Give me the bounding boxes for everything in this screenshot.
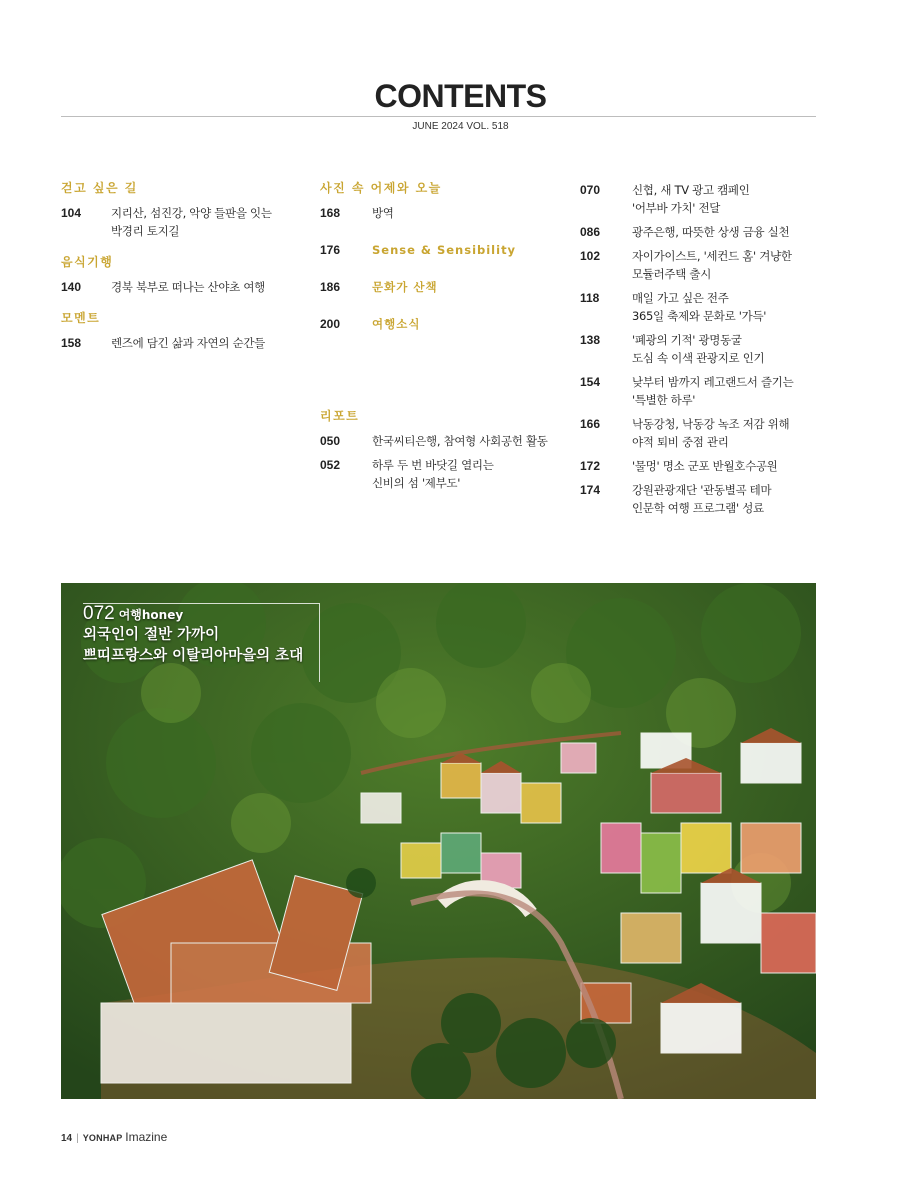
toc-entry[interactable] [580, 481, 820, 517]
brand-logo-text: YONHAP [82, 1133, 123, 1143]
entry-title: Sense & Sensibility [372, 243, 517, 257]
section-heading: 모멘트 [61, 311, 101, 325]
entry-title: 여행소식 [372, 317, 421, 331]
section-heading: 걷고 싶은 길 [61, 181, 138, 195]
entry-page: 102 [580, 249, 601, 263]
toc-entry[interactable] [320, 432, 565, 450]
toc-entry[interactable] [580, 223, 820, 241]
entry-title: 광주은행, 따뜻한 상생 금융 실천 [632, 225, 790, 239]
toc-entry[interactable] [580, 415, 820, 451]
entry-title: 자이가이스트, '세컨드 홈' 겨냥한 모듈러주택 출시 [632, 249, 792, 281]
entry-title: 렌즈에 담긴 삶과 자연의 순간들 [111, 336, 265, 350]
entry-page: 086 [580, 225, 601, 239]
entry-page: 118 [580, 291, 600, 305]
entry-page: 140 [61, 280, 82, 294]
entry-page: 158 [61, 336, 82, 350]
entry-title: 한국씨티은행, 참여형 사회공헌 활동 [372, 434, 548, 448]
toc-column-3 [580, 181, 820, 523]
entry-title: 강원관광재단 '관동별곡 테마 인문학 여행 프로그램' 성료 [632, 483, 772, 515]
feature-caption [83, 603, 303, 667]
page-number: 14 [61, 1133, 73, 1144]
entry-title: '물멍' 명소 군포 반월호수공원 [632, 459, 778, 473]
entry-page: 174 [580, 483, 601, 497]
toc-entry[interactable] [320, 278, 565, 296]
feature-page: 072 [83, 603, 115, 624]
entry-title: 매일 가고 싶은 전주 365일 축제와 문화로 '가득' [632, 291, 767, 323]
entry-page: 186 [320, 280, 341, 294]
entry-page: 154 [580, 375, 601, 389]
entry-title: 낮부터 밤까지 레고랜드서 즐기는 '특별한 하루' [632, 375, 794, 407]
entry-title: 하루 두 번 바닷길 열리는 신비의 섬 '제부도' [372, 458, 494, 490]
footer-divider: | [76, 1133, 79, 1144]
entry-title: 문화가 산책 [372, 280, 438, 294]
toc-entry[interactable] [320, 241, 565, 259]
entry-page: 200 [320, 317, 341, 331]
toc-column-2 [320, 180, 565, 506]
entry-title: 지리산, 섬진강, 악양 들판을 잇는 박경리 토지길 [111, 206, 272, 238]
toc-entry[interactable] [580, 289, 820, 325]
magazine-logo-text: Imazine [125, 1130, 168, 1144]
section-heading: 리포트 [320, 409, 360, 423]
entry-title: 방역 [372, 206, 394, 220]
toc-entry[interactable] [320, 456, 565, 492]
toc-entry[interactable] [320, 204, 565, 222]
entry-page: 172 [580, 459, 601, 473]
feature-photo[interactable] [61, 583, 816, 1099]
entry-page: 166 [580, 417, 601, 431]
toc-entry[interactable] [320, 315, 565, 333]
section-heading: 음식기행 [61, 255, 114, 269]
toc-entry[interactable] [61, 204, 301, 240]
feature-kicker: 여행honey [118, 608, 184, 622]
entry-page: 168 [320, 206, 341, 220]
toc-entry[interactable] [580, 373, 820, 409]
toc-entry[interactable] [580, 457, 820, 475]
entry-page: 176 [320, 243, 341, 257]
entry-title: 낙동강청, 낙동강 녹조 저감 위해 야적 퇴비 중점 관리 [632, 417, 790, 449]
title-rule [61, 116, 816, 117]
toc-entry[interactable] [580, 247, 820, 283]
section-heading: 사진 속 어제와 오늘 [320, 181, 442, 195]
toc-entry[interactable] [580, 181, 820, 217]
toc-entry[interactable] [61, 278, 301, 296]
entry-title: 경북 북부로 떠나는 산야초 여행 [111, 280, 265, 294]
entry-page: 050 [320, 434, 341, 448]
entry-title: 신협, 새 TV 광고 캠페인 '어부바 가치' 전달 [632, 183, 750, 215]
page-title: CONTENTS [374, 78, 547, 114]
entry-page: 052 [320, 458, 341, 472]
entry-page: 138 [580, 333, 601, 347]
toc-column-1 [61, 180, 301, 366]
issue-label: JUNE 2024 VOL. 518 [412, 121, 509, 132]
feature-title: 외국인이 절반 가까이 쁘띠프랑스와 이탈리아마을의 초대 [83, 627, 304, 664]
toc-entry[interactable] [580, 331, 820, 367]
toc-entry[interactable] [61, 334, 301, 352]
entry-page: 070 [580, 183, 601, 197]
entry-page: 104 [61, 206, 82, 220]
entry-title: '폐광의 기적' 광명동굴 도심 속 이색 관광지로 인기 [632, 333, 765, 365]
page-footer [61, 1130, 167, 1144]
